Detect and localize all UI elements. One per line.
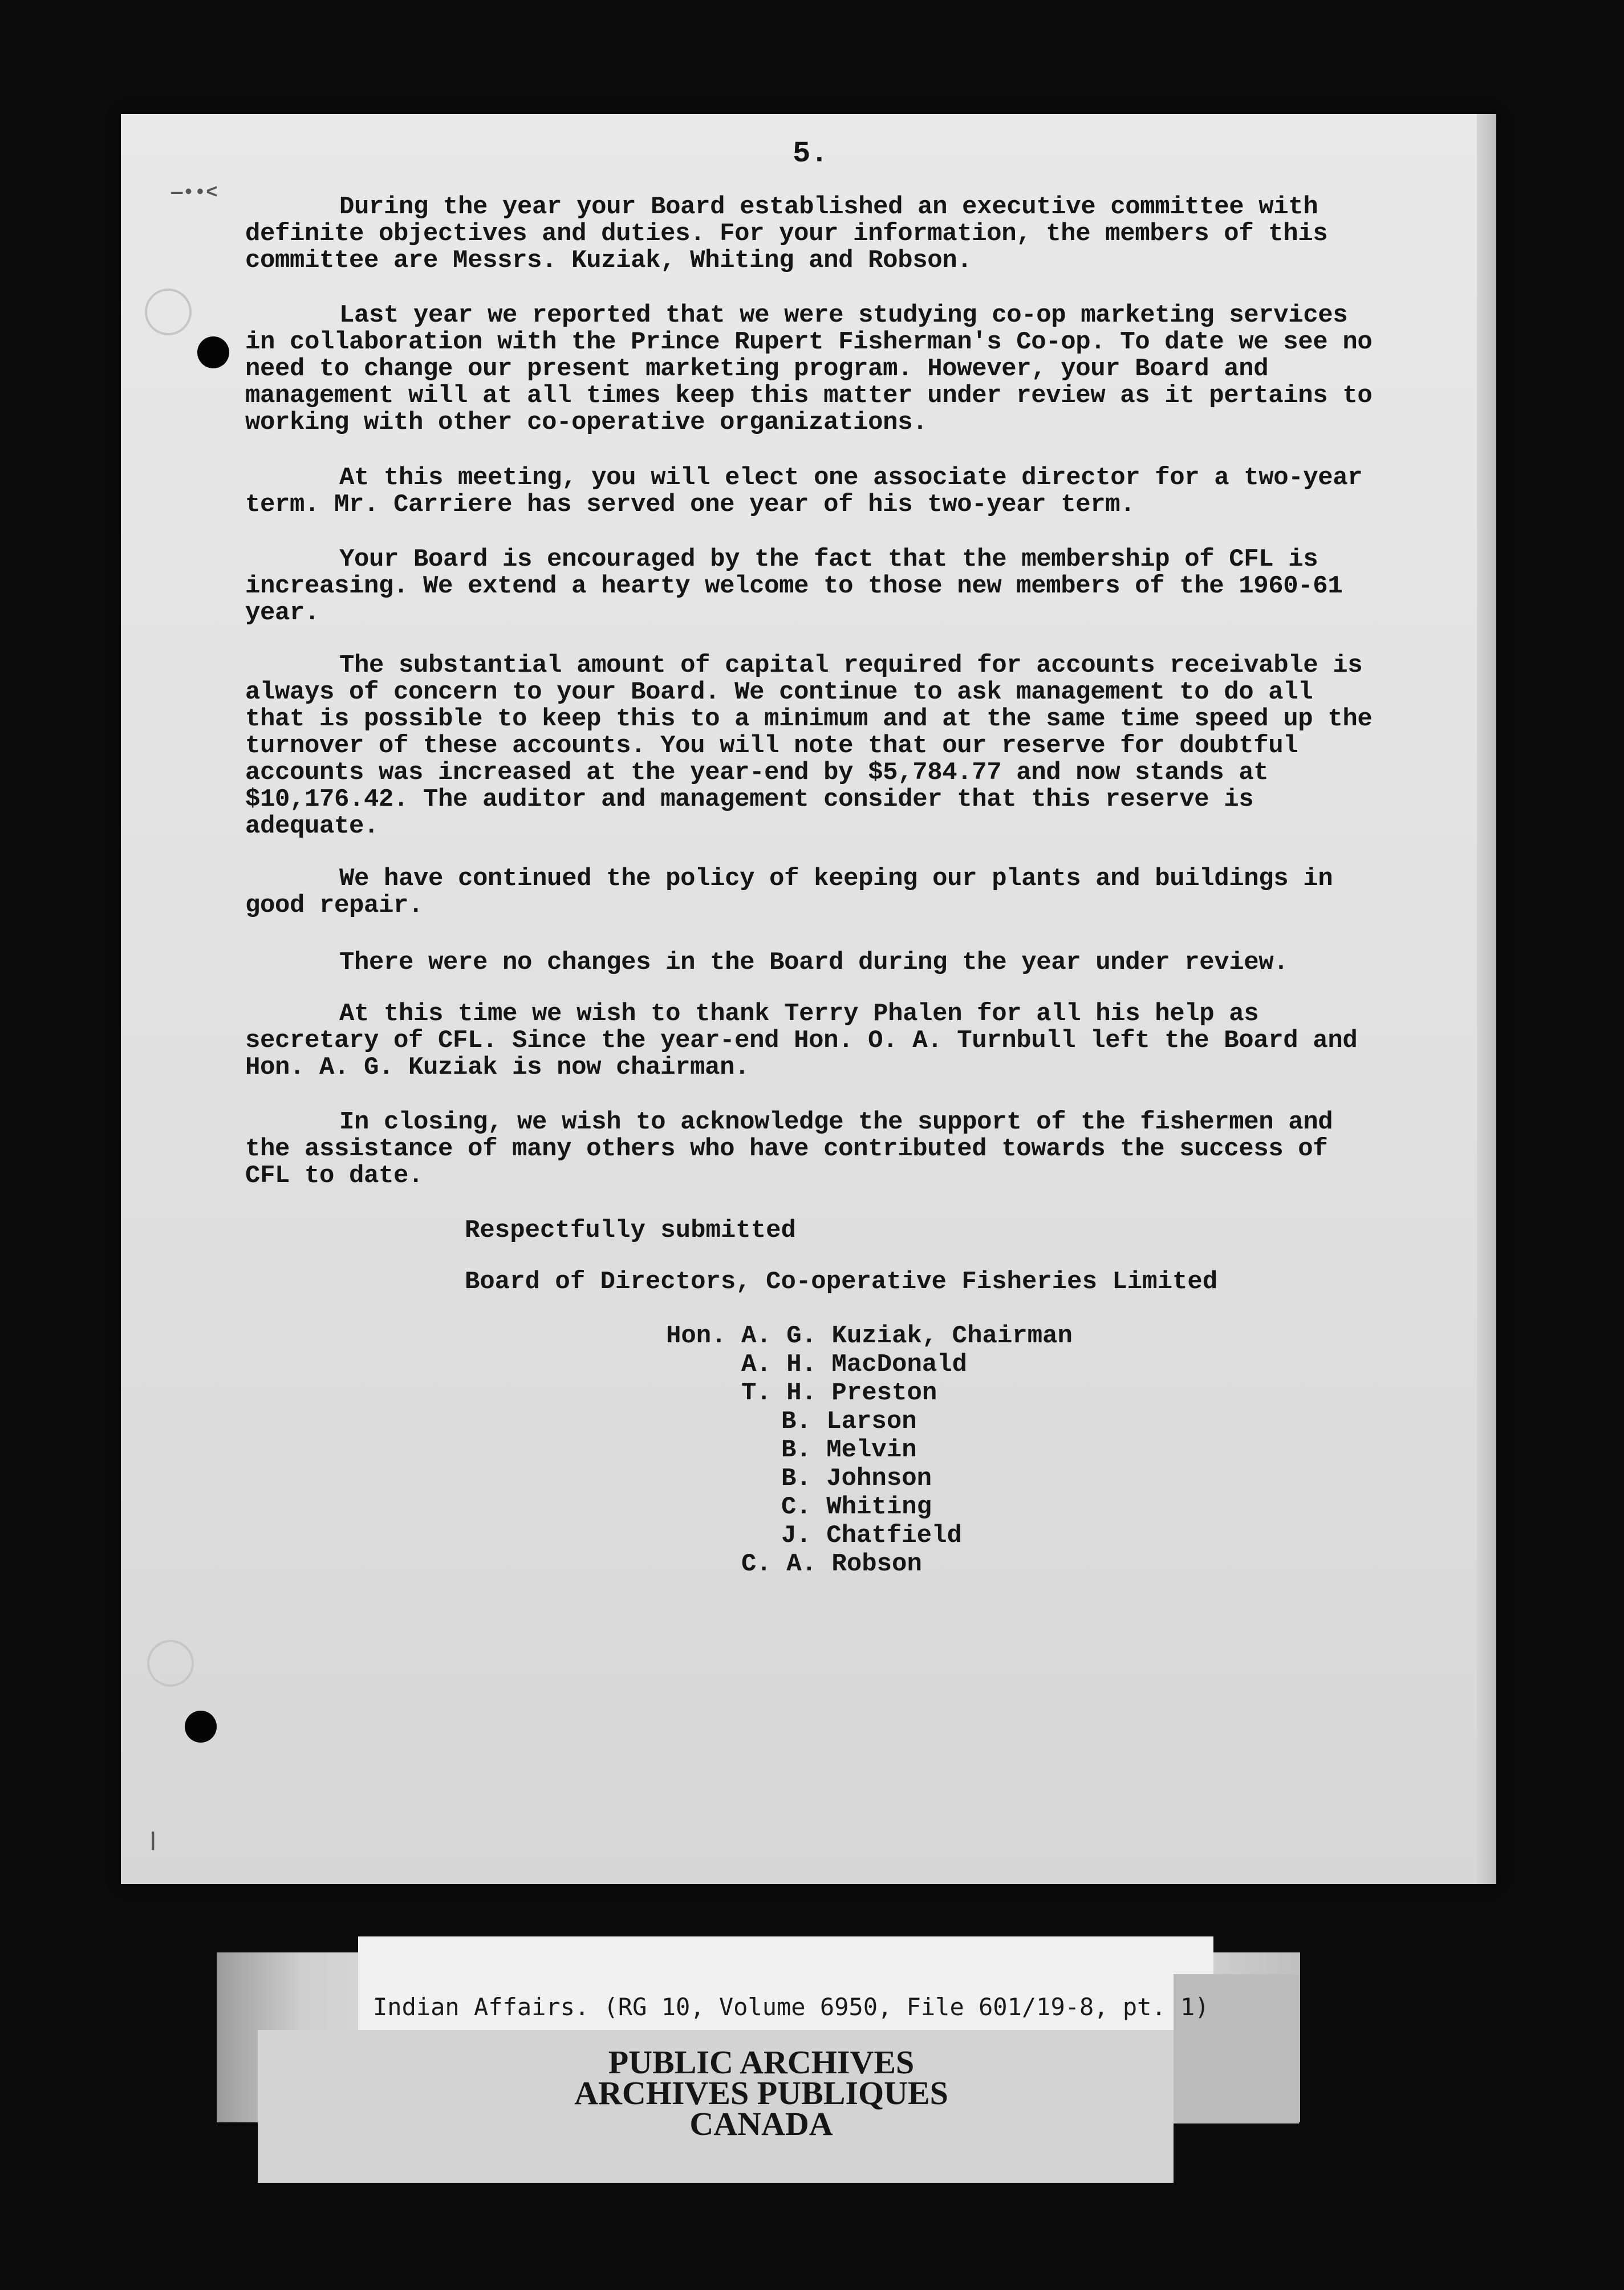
page-number: 5. — [793, 137, 829, 170]
margin-mark: | — [147, 1830, 159, 1852]
signatory: C. A. Robson — [741, 1550, 922, 1578]
paragraph-closing: In closing, we wish to acknowledge the support of the fishermen and the assistance of many others who have contributed towards the success of CFL to date. — [245, 1108, 1333, 1190]
archive-citation: Indian Affairs. (RG 10, Volume 6950, File 601/19-8, pt. 1) — [373, 1993, 1209, 2021]
signatory: C. Whiting — [781, 1493, 932, 1521]
signatory: B. Johnson — [781, 1464, 932, 1493]
paragraph-executive-committee: During the year your Board established an executive committee with definite objectives and duties. For your information, the members of this committee are Messrs. Kuziak, Whiting and Robson. — [245, 193, 1328, 275]
archive-stamp-line: ARCHIVES PUBLIQUES — [574, 2074, 948, 2112]
signatory: J. Chatfield — [781, 1521, 962, 1550]
margin-mark: —••˂ — [171, 182, 218, 204]
signatory: B. Melvin — [781, 1436, 917, 1464]
paragraph-thanks: At this time we wish to thank Terry Phalen for all his help as secretary of CFL. Since the year-end Hon. O. A. Turnbull left the Board and Hon. A. G. Kuziak is now chairman. — [245, 1000, 1358, 1082]
signatory: B. Larson — [781, 1407, 917, 1436]
paragraph-marketing: Last year we reported that we were studying co-op marketing services in collaboration with the Prince Rupert Fisherman's Co-op. To date we see no need to change our present marketing program. However, your Board and management will at all times keep this matter under review as it pertains to working with other co-operative organizations. — [245, 301, 1373, 437]
paragraph-associate-director: At this meeting, you will elect one associate director for a two-year term. Mr. Carriere has served one year of his two-year term. — [245, 464, 1363, 519]
signatory: A. H. MacDonald — [741, 1350, 968, 1379]
signatory: Hon. A. G. Kuziak, Chairman — [666, 1322, 1073, 1350]
archive-stamp-line: PUBLIC ARCHIVES — [608, 2044, 915, 2081]
archive-stamp-line: CANADA — [689, 2105, 833, 2142]
paragraph-board-changes: There were no changes in the Board during the year under review. — [339, 948, 1289, 977]
signatory: T. H. Preston — [741, 1379, 937, 1407]
binder-hole-ring — [147, 1640, 194, 1687]
board-title: Board of Directors, Co-operative Fisheries Limited — [465, 1268, 1218, 1296]
binder-punch-hole — [197, 336, 229, 368]
binder-punch-hole — [185, 1711, 217, 1743]
paragraph-accounts-receivable: The substantial amount of capital required for accounts receivable is always of concern to your Board. We continue to ask management to do all that is possible to keep this to a minimum and at the same time speed up the turnover of these accounts. You will note that our reserve for doubtful accounts was increased at the year-end by $5,784.77 and now stands at $10,176.42. The auditor and management consider that this reserve is adequate. — [245, 651, 1373, 841]
binder-hole-ring — [145, 289, 192, 335]
archive-stamp — [456, 2044, 1066, 2142]
closing-salutation: Respectfully submitted — [465, 1216, 796, 1245]
paragraph-membership: Your Board is encouraged by the fact that the membership of CFL is increasing. We extend a hearty welcome to those new members of the 1960-61 year. — [245, 545, 1343, 627]
paragraph-plants-buildings: We have continued the policy of keeping our plants and buildings in good repair. — [245, 864, 1333, 920]
page-edge-shadow — [1477, 114, 1496, 1884]
